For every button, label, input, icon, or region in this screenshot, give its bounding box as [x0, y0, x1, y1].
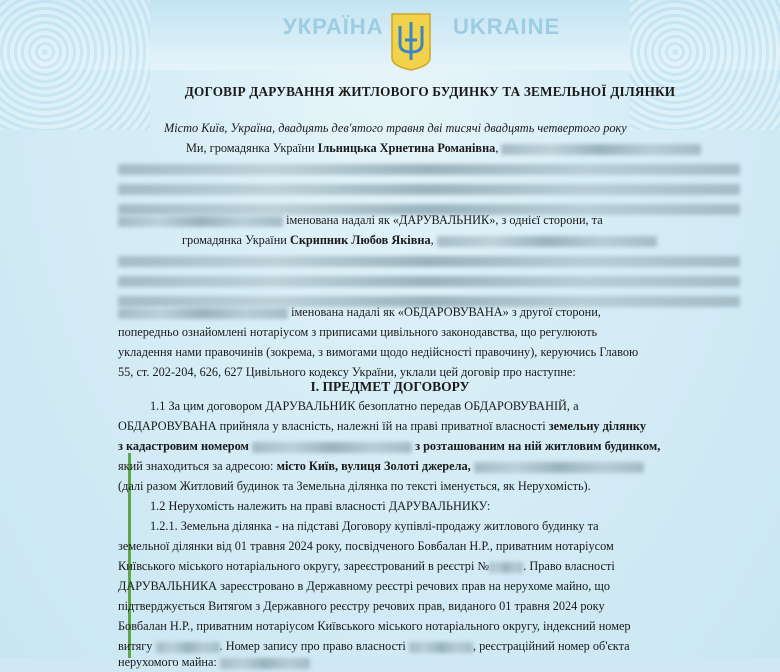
recipient-name: Скрипник Любов Яківна: [289, 233, 431, 247]
redacted-block: [501, 144, 701, 155]
clause-text: реєстраційний номер об'єкта: [479, 639, 630, 653]
clause-text: витягу: [118, 639, 153, 653]
donor-line: Ми, громадянка України Ільницька Хрнетина Романівна,: [186, 138, 701, 158]
clause-1-2-1-line: 1.2.1. Земельна ділянка - на підставі Договору купівлі-продажу житлового будинку та: [150, 519, 599, 533]
redacted-line: [118, 158, 740, 178]
clause-bold-text: з розташованим на ній житловим будинком,: [415, 439, 661, 453]
recipient-intro: громадянка України: [182, 233, 287, 247]
redacted-line: [118, 178, 740, 198]
redacted-line: [118, 250, 740, 270]
preamble-line: попередньо ознайомлені нотаріусом з приписами цивільного законодавства, що регулюють: [118, 325, 598, 339]
clause-text: ОБДАРОВУВАНА прийняла у власність, належні їй на праві приватної власності: [118, 419, 546, 433]
clause-text: Право власності: [529, 559, 615, 573]
clause-1-1-line: [118, 416, 646, 436]
header-ukraine-ua: УКРАЇНА: [283, 14, 384, 39]
clause-bold-text: земельну ділянку: [548, 419, 646, 433]
recipient-named-line: [118, 302, 601, 322]
clause-1-2-1-line: Київського міського нотаріального округу, зареєстрований в реєстрі № . Право власності: [118, 559, 615, 573]
clause-1-2-1-line: ДАРУВАЛЬНИКА зареєстровано в Державному реєстрі речових прав на нерухоме майно, що: [118, 579, 611, 593]
clause-text: Київського міського нотаріального округу, зареєстрований в реєстрі №: [118, 559, 490, 573]
redacted-registry-number: [489, 562, 523, 573]
redacted-address: [474, 462, 644, 473]
preamble-line: укладення нами правочинів (зокрема, з вимогами щодо недійсності правочину), керуючись Главою: [118, 345, 639, 359]
donor-named-as: іменована надалі як «ДАРУВАЛЬНИК», з однієї сторони, та: [286, 213, 603, 227]
recipient-named-as: іменована надалі як «ОБДАРОВУВАНА» з другої сторони,: [291, 305, 601, 319]
place-date: Місто Київ, Україна, двадцять дев'ятого травня дві тисячі двадцять четвертого року: [164, 121, 627, 135]
recipient-line: громадянка України Скрипник Любов Яківна,: [182, 230, 657, 250]
redacted-block: [437, 236, 657, 247]
donor-intro: Ми, громадянка України: [186, 141, 315, 155]
clause-1-1-line: 1.1 За цим договором ДАРУВАЛЬНИК безоплатно передав ОБДАРОВУВАНІЙ, а: [150, 399, 579, 413]
clause-1-2-1-line: земельної ділянки від 01 травня 2024 року, посвідченого Бовбалан Н.Р., приватним нотаріусом: [118, 539, 614, 553]
header-ukraine-en: UKRAINE: [453, 14, 561, 39]
clause-1-2-1-line: підтверджується Витягом з Державного реєстру речових прав, виданого 01 травня 2024 року: [118, 599, 605, 613]
clause-1-2-line: 1.2 Нерухомість належить на праві власності ДАРУВАЛЬНИКУ:: [150, 499, 491, 513]
clause-bold-text: з кадастровим номером: [118, 439, 249, 453]
preamble-line: 55, ст. 202-204, 626, 627 Цивільного кодексу України, уклали цей договір про наступне:: [118, 365, 576, 379]
clause-bold-text: місто Київ, вулиця Золоті джерела,: [276, 459, 471, 473]
clause-text: нерухомого майна:: [118, 655, 217, 669]
donor-name: Ільницька Хрнетина Романівна: [317, 141, 496, 155]
clause-1-2-1-line: витягу . Номер запису про право власності , реєстраційний номер об'єкта: [118, 639, 630, 653]
redacted-line: [118, 270, 740, 290]
donor-named-line: [118, 210, 603, 230]
clause-text: Номер запису про право власності: [225, 639, 406, 653]
redacted-cadastral-number: [252, 442, 412, 453]
clause-1-2-1-line: Бовбалан Н.Р., приватним нотаріусом Київського міського нотаріального округу, індексний номер: [118, 619, 631, 633]
redacted-record-number: [409, 642, 473, 653]
section-heading: I. ПРЕДМЕТ ДОГОВОРУ: [310, 379, 470, 394]
document-title: ДОГОВІР ДАРУВАННЯ ЖИТЛОВОГО БУДИНКУ ТА ЗЕМЕЛЬНОЇ ДІЛЯНКИ: [184, 84, 676, 99]
clause-text: який знаходиться за адресою:: [118, 459, 274, 473]
redacted-object-number: [220, 658, 310, 669]
clause-1-2-1-line: [118, 652, 310, 672]
clause-1-1-line: (далі разом Житловий будинок та Земельна ділянка по тексті іменується, як Нерухомість).: [118, 479, 591, 493]
clause-1-1-line: [118, 456, 644, 476]
clause-1-1-line: [118, 436, 660, 456]
